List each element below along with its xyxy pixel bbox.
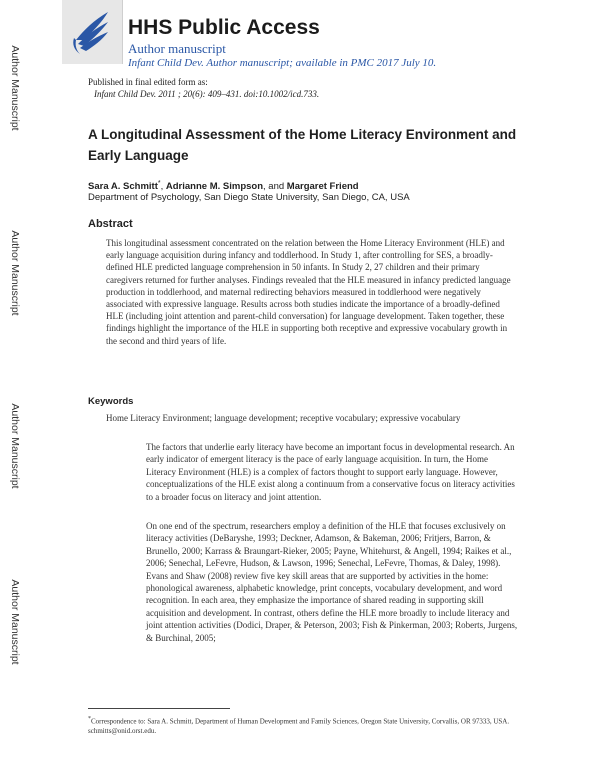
footnote: *Correspondence to: Sara A. Schmitt, Department of Human Development and Family Sciences, Oregon State University, Corvallis, OR 97333, USA. schmitts@onid.orst.edu. [88,716,510,735]
hhs-logo [62,0,123,64]
side-label-3: Author Manuscript [9,403,21,489]
abstract-text: This longitudinal assessment concentrated on the relation between the Home Literacy Environment (HLE) and early language acquisition during infancy and toddlerhood. In Study 1, after controlling for SES, a broadly-defined HLE predicted language comprehension in 50 infants. In Study 2, 27 children and their primary caregivers returned for further analyses. Findings revealed that the HLE measured in infancy predicted language production in toddlerhood, and maternal redirecting behaviors measured in toddlerhood were negatively associated with expressive language. Results across both studies indicate the importance of a broadly-defined HLE (including joint attention and parent-child conversation) for language development. Taken together, these findings highlight the importance of the HLE in supporting both receptive and expressive vocabulary growth in the second and third years of life. [106,238,511,346]
article-title: A Longitudinal Assessment of the Home Literacy Environment and Early Language [88,127,517,163]
footnote-divider [88,708,230,709]
access-title: HHS Public Access [128,16,320,39]
availability-citation: Infant Child Dev. Author manuscript; available in PMC 2017 July 10. [128,57,437,69]
side-label-4: Author Manuscript [9,579,21,665]
author-name: Sara A. Schmitt [88,181,158,193]
published-citation: Infant Child Dev. 2011 ; 20(6): 409–431. doi:10.1002/icd.733. [94,89,320,99]
manuscript-label: Author manuscript [128,41,226,56]
hhs-eagle-icon [62,0,122,64]
author-name: Adrianne M. Simpson [165,181,264,193]
author-list: Sara A. Schmitt*, Adrianne M. Simpson, and Margaret Friend [88,180,359,193]
affiliation: Department of Psychology, San Diego State University, San Diego, CA, USA [88,192,410,203]
side-label-1: Author Manuscript [9,45,21,131]
author-name: Margaret Friend [286,181,359,193]
body-paragraph: The factors that underlie early literacy have become an important focus in developmental research. An early indicator of emergent literacy is the pace of early language acquisition. In turn, the Home Literacy Environment (HLE) is a complex of factors thought to support early language. However, conceptualizations of the HLE exist along a continuum from a conservative focus on literacy activities to a broader focus on literacy and joint attention. [146,442,515,502]
keywords-heading: Keywords [88,396,134,407]
keywords-text: Home Literacy Environment; language development; receptive vocabulary; expressive vocabulary [106,413,461,423]
body-paragraph: On one end of the spectrum, researchers employ a definition of the HLE that focuses exclusively on literacy activities (DeBaryshe, 1993; Deckner, Adamson, & Bakeman, 2006; Fritjers, Barron, & Brunello, 2000; Karrass & Braungart-Rieker, 2005; Payne, Whitehurst, & Angell, 1994; Raikes et al., 2006; Senechal, LeFevre, Hudson, & Lawson, 1996; Senechal, LeFevre, Thomas, & Daley, 1998). Evans and Shaw (2008) review five key skill areas that are supported by activities in the home: phonological awareness, alphabetic knowledge, print concepts, vocabulary development, and word recognition. In each area, they emphasize the importance of shared reading in supporting skill acquisition and development. In contrast, others define the HLE more broadly to include literacy and joint attention activities (Dodici, Draper, & Peterson, 2003; Fish & Pinkerman, 2003; Roberts, Jurgens, & Burchinal, 2005; [146,521,518,643]
abstract-heading: Abstract [88,218,133,230]
published-label: Published in final edited form as: [88,77,208,87]
side-label-2: Author Manuscript [9,230,21,316]
